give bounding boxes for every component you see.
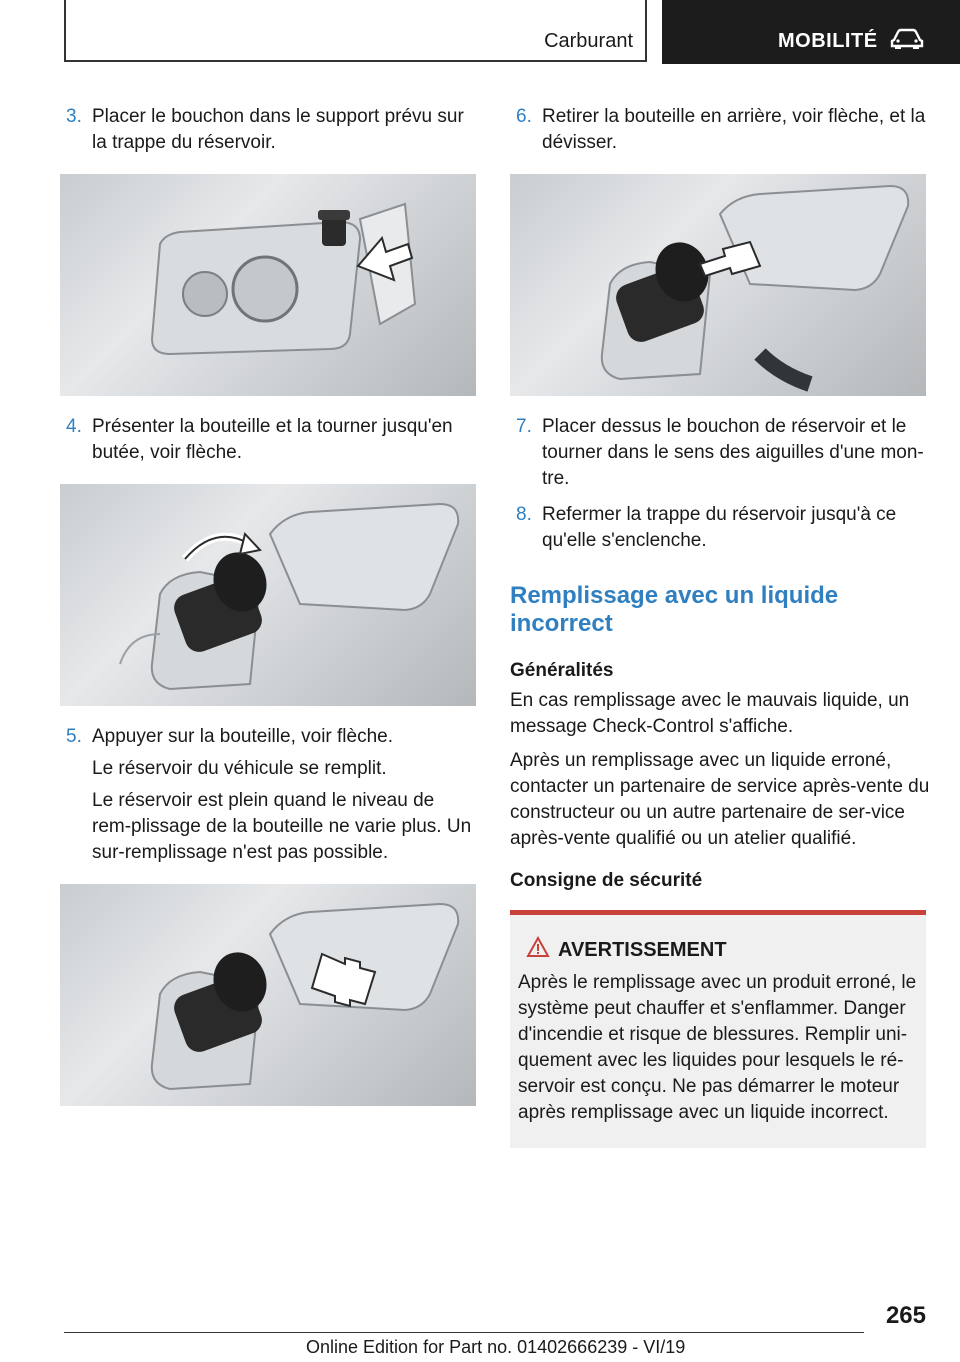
step-text: Présenter la bouteille et la tourner jusqu'en butée, voir flèche.	[92, 416, 453, 463]
section-title-header: MOBILITÉ	[778, 30, 878, 52]
car-icon	[890, 28, 924, 50]
step-text: Retirer la bouteille en arrière, voir flèche, et la dévisser.	[542, 106, 926, 153]
warning-box	[510, 910, 926, 1148]
warning-text: Après le remplissage avec un produit erroné, le système peut chauffer et s'enflammer. Danger d'incendie et risque de blessures. Remplir uni-quement avec les liquides pour lesquels le ré-servoir est conçu. Ne pas démarrer le moteur après remplissage avec un liquide incorrect.	[518, 972, 917, 1123]
step-text: Appuyer sur la bouteille, voir flèche.	[92, 726, 393, 747]
paragraph: En cas remplissage avec le mauvais liquide, un message Check-Control s'affiche.	[510, 690, 910, 737]
footer-edition: Online Edition for Part no. 01402666239 - VI/19	[306, 1337, 686, 1357]
page-number: 265	[885, 1302, 926, 1329]
step-text: Placer dessus le bouchon de réservoir et le tourner dans le sens des aiguilles d'une mon-tre.	[542, 416, 924, 489]
step-5	[60, 724, 478, 866]
step-number: 7.	[516, 416, 532, 437]
subsection-heading-general: Généralités	[510, 660, 614, 681]
step-7	[510, 414, 930, 492]
bottle-turn-illustration	[60, 484, 476, 706]
bottle-remove-illustration	[510, 174, 926, 396]
header-section-box	[662, 0, 960, 64]
subsection-heading-safety: Consigne de sécurité	[510, 870, 703, 891]
step-number: 8.	[516, 504, 532, 525]
step-6	[510, 104, 930, 156]
chapter-title: Carburant	[544, 30, 633, 52]
header-chapter-box	[64, 0, 647, 62]
step-3	[60, 104, 478, 156]
step-number: 6.	[516, 106, 532, 127]
footer-divider	[64, 1332, 864, 1333]
step-number: 4.	[66, 416, 82, 437]
step-number: 5.	[66, 726, 82, 747]
bottle-press-illustration	[60, 884, 476, 1106]
step-text: Le réservoir du véhicule se remplit.	[92, 758, 387, 779]
step-text: Refermer la trappe du réservoir jusqu'à ce qu'elle s'enclenche.	[542, 504, 897, 551]
fuel-cap-holder-illustration	[60, 174, 476, 396]
step-number: 3.	[66, 106, 82, 127]
step-4	[60, 414, 478, 466]
step-text: Le réservoir est plein quand le niveau de rem-plissage de la bouteille ne varie plus. Un sur-remplissage n'est pas possible.	[92, 790, 472, 863]
paragraph: Après un remplissage avec un liquide erroné, contacter un partenaire de service après-vente du constructeur ou un autre partenaire de ser-vice après-vente qualifié ou un atelier qualifié.	[510, 750, 930, 849]
step-8	[510, 502, 930, 554]
step-text: Placer le bouchon dans le support prévu sur la trappe du réservoir.	[92, 106, 464, 153]
right-column	[510, 104, 930, 1148]
warning-triangle-icon	[526, 936, 550, 958]
left-column	[60, 104, 478, 1124]
section-heading: Remplissage avec un liquide incorrect	[510, 582, 839, 637]
warning-title: AVERTISSEMENT	[558, 939, 727, 961]
warning-heading	[518, 939, 918, 962]
